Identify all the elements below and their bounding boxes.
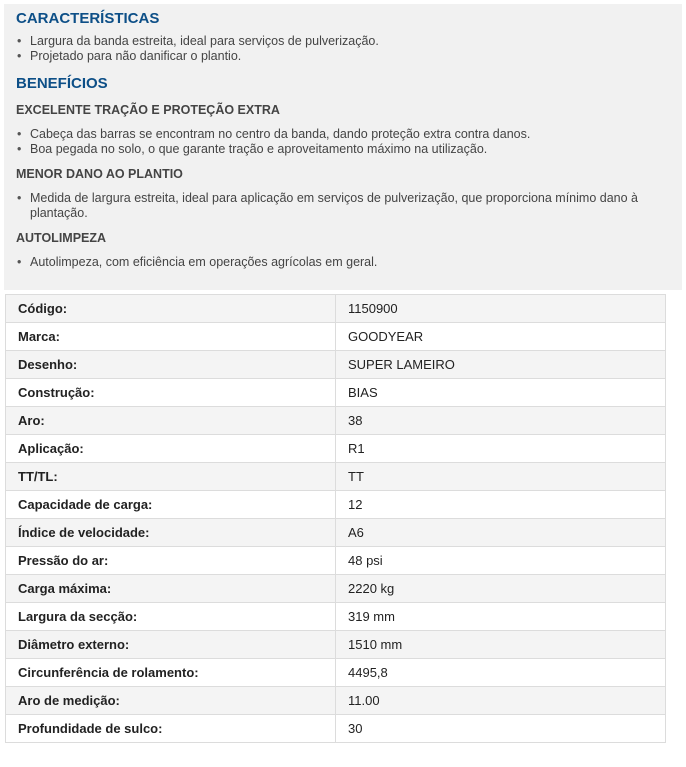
table-row	[6, 687, 666, 715]
benefit-autolimpeza-heading: AUTOLIMPEZA	[16, 231, 107, 245]
caracteristicas-heading: CARACTERÍSTICAS	[16, 10, 160, 27]
spec-value: 38	[336, 407, 666, 435]
table-row	[6, 715, 666, 743]
spec-label: Marca:	[6, 323, 336, 351]
list-item: • Largura da banda estreita, ideal para serviços de pulverização.	[16, 34, 670, 49]
table-row	[6, 295, 666, 323]
spec-label: Diâmetro externo:	[6, 631, 336, 659]
table-row	[6, 519, 666, 547]
spec-value: GOODYEAR	[336, 323, 666, 351]
table-row	[6, 379, 666, 407]
spec-value: 4495,8	[336, 659, 666, 687]
spec-label: TT/TL:	[6, 463, 336, 491]
table-row	[6, 603, 666, 631]
spec-label: Pressão do ar:	[6, 547, 336, 575]
spec-value: 11.00	[336, 687, 666, 715]
list-item: • Medida de largura estreita, ideal para aplicação em serviços de pulverização, que proporciona mínimo dano à plantação.	[16, 191, 670, 220]
product-description-panel	[4, 4, 682, 290]
table-row	[6, 323, 666, 351]
spec-value: 30	[336, 715, 666, 743]
spec-value: R1	[336, 435, 666, 463]
benefit-autolimpeza-list	[16, 255, 670, 270]
spec-value: 1510 mm	[336, 631, 666, 659]
list-item: • Cabeça das barras se encontram no centro da banda, dando proteção extra contra danos.	[16, 127, 670, 142]
spec-value: 48 psi	[336, 547, 666, 575]
spec-label: Índice de velocidade:	[6, 519, 336, 547]
spec-value: 319 mm	[336, 603, 666, 631]
list-item: • Projetado para não danificar o plantio.	[16, 49, 670, 64]
list-item: • Boa pegada no solo, o que garante tração e aproveitamento máximo na utilização.	[16, 142, 670, 157]
table-row	[6, 491, 666, 519]
spec-label: Desenho:	[6, 351, 336, 379]
spec-value: 12	[336, 491, 666, 519]
spec-label: Profundidade de sulco:	[6, 715, 336, 743]
spec-label: Capacidade de carga:	[6, 491, 336, 519]
spec-label: Construção:	[6, 379, 336, 407]
spec-label: Aro de medição:	[6, 687, 336, 715]
benefit-tracao-heading: EXCELENTE TRAÇÃO E PROTEÇÃO EXTRA	[16, 103, 280, 117]
table-row	[6, 435, 666, 463]
spec-label: Carga máxima:	[6, 575, 336, 603]
benefit-plantio-heading: MENOR DANO AO PLANTIO	[16, 167, 183, 181]
spec-value: 2220 kg	[336, 575, 666, 603]
table-row	[6, 575, 666, 603]
spec-value: SUPER LAMEIRO	[336, 351, 666, 379]
table-row	[6, 351, 666, 379]
spec-value: BIAS	[336, 379, 666, 407]
spec-label: Aro:	[6, 407, 336, 435]
table-row	[6, 659, 666, 687]
spec-label: Código:	[6, 295, 336, 323]
benefit-plantio-list	[16, 191, 670, 220]
spec-value: 1150900	[336, 295, 666, 323]
caracteristicas-list	[16, 34, 670, 63]
specifications-table	[5, 294, 666, 743]
benefit-tracao-list	[16, 127, 670, 156]
spec-label: Circunferência de rolamento:	[6, 659, 336, 687]
table-row	[6, 463, 666, 491]
spec-label: Largura da secção:	[6, 603, 336, 631]
list-item: • Autolimpeza, com eficiência em operações agrícolas em geral.	[16, 255, 670, 270]
spec-label: Aplicação:	[6, 435, 336, 463]
table-row	[6, 547, 666, 575]
spec-value: TT	[336, 463, 666, 491]
beneficios-heading: BENEFÍCIOS	[16, 75, 108, 92]
spec-value: A6	[336, 519, 666, 547]
table-row	[6, 631, 666, 659]
table-row	[6, 407, 666, 435]
